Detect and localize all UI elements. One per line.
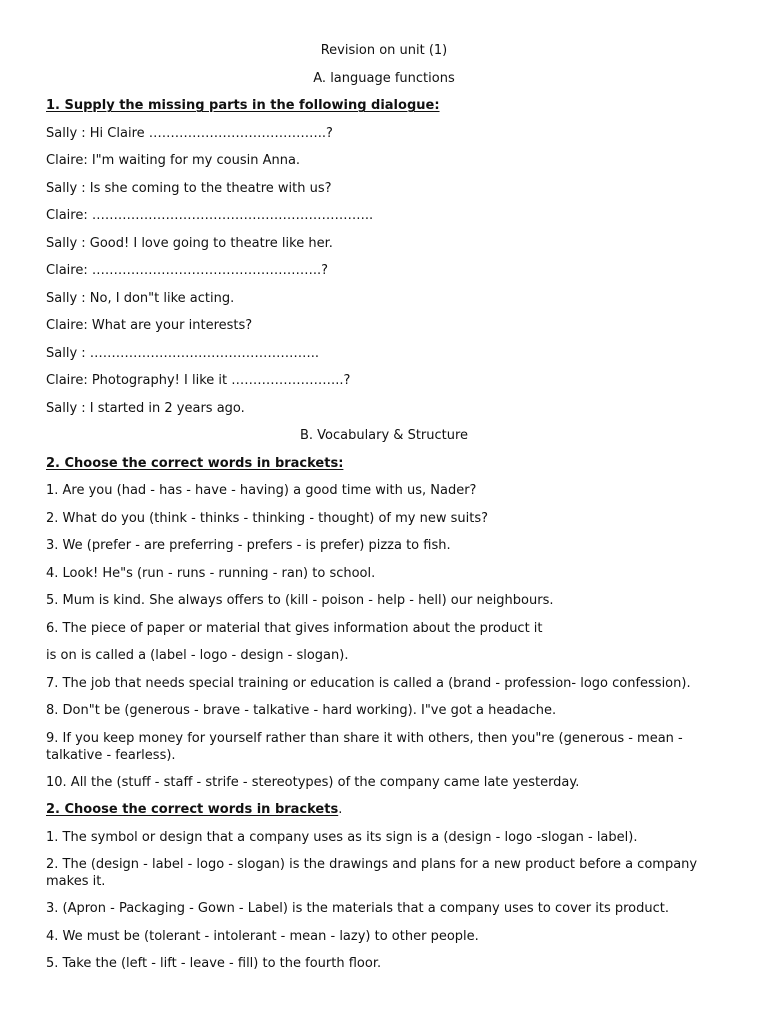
- dialogue-line: Sally : I started in 2 years ago.: [46, 400, 245, 416]
- dialogue-line: Claire: ………………………………………………………..: [46, 208, 374, 223]
- question-1-heading: 1. Supply the missing parts in the following dialogue:: [46, 98, 440, 113]
- document-page: [46, 42, 722, 983]
- list-item: 8. Don"t be (generous - brave - talkative - hard working). I"ve got a headache.: [46, 703, 557, 718]
- question-2-list: [46, 482, 722, 791]
- list-item: 3. (Apron - Packaging - Gown - Label) is the materials that a company uses to cover its product.: [46, 901, 669, 916]
- list-item: 4. Look! He"s (run - runs - running - ran) to school.: [46, 565, 376, 581]
- question-3-heading-text: 2. Choose the correct words in brackets: [46, 802, 339, 817]
- list-item: 5. Take the (left - lift - leave - fill) to the fourth floor.: [46, 956, 382, 971]
- question-3-list: [46, 829, 722, 973]
- list-item: 2. The (design - label - logo - slogan) is the drawings and plans for a new product before a company makes it.: [46, 857, 698, 889]
- list-item: 5. Mum is kind. She always offers to (kill - poison - help - hell) our neighbours.: [46, 593, 554, 608]
- dialogue-line: Sally : Hi Claire …………………………………..?: [46, 125, 333, 141]
- dialogue-line: Claire: ……………………………………………..?: [46, 263, 329, 278]
- list-item: 6. The piece of paper or material that gives information about the product it: [46, 620, 543, 636]
- dialogue-line: Claire: What are your interests?: [46, 318, 253, 333]
- section-b-title: B. Vocabulary & Structure: [299, 428, 469, 443]
- list-item: 9. If you keep money for yourself rather than share it with others, then you"re (generous - mean - talkative - fearless).: [46, 730, 683, 763]
- list-item: 7. The job that needs special training or education is called a (brand - profession- logo confession).: [46, 675, 691, 691]
- dialogue-line: Sally : No, I don"t like acting.: [46, 290, 235, 306]
- dialogue-line: Claire: Photography! I like it ……………………..?: [46, 373, 351, 388]
- list-item: 1. The symbol or design that a company uses as its sign is a (design - logo -slogan - label).: [46, 829, 638, 845]
- list-item: 4. We must be (tolerant - intolerant - mean - lazy) to other people.: [46, 928, 479, 944]
- question-3-heading-period: .: [338, 802, 343, 817]
- dialogue-line: Sally : ……………………………………………..: [46, 345, 320, 361]
- list-item: is on is called a (label - logo - design - slogan).: [46, 648, 349, 663]
- document-title: Revision on unit (1): [320, 43, 448, 58]
- question-2-heading: 2. Choose the correct words in brackets:: [46, 455, 344, 471]
- dialogue-line: Sally : Is she coming to the theatre with us?: [46, 180, 332, 196]
- dialogue-line: Sally : Good! I love going to theatre like her.: [46, 235, 333, 251]
- question-3-heading: [46, 801, 722, 818]
- dialogue-line: Claire: I"m waiting for my cousin Anna.: [46, 153, 301, 168]
- list-item: 2. What do you (think - thinks - thinking - thought) of my new suits?: [46, 510, 489, 526]
- list-item: 1. Are you (had - has - have - having) a good time with us, Nader?: [46, 483, 477, 498]
- list-item: 10. All the (stuff - staff - strife - stereotypes) of the company came late yesterday.: [46, 774, 580, 790]
- list-item: 3. We (prefer - are preferring - prefers - is prefer) pizza to fish.: [46, 538, 451, 553]
- dialogue: [46, 125, 722, 417]
- section-a-title: A. language functions: [313, 70, 455, 86]
